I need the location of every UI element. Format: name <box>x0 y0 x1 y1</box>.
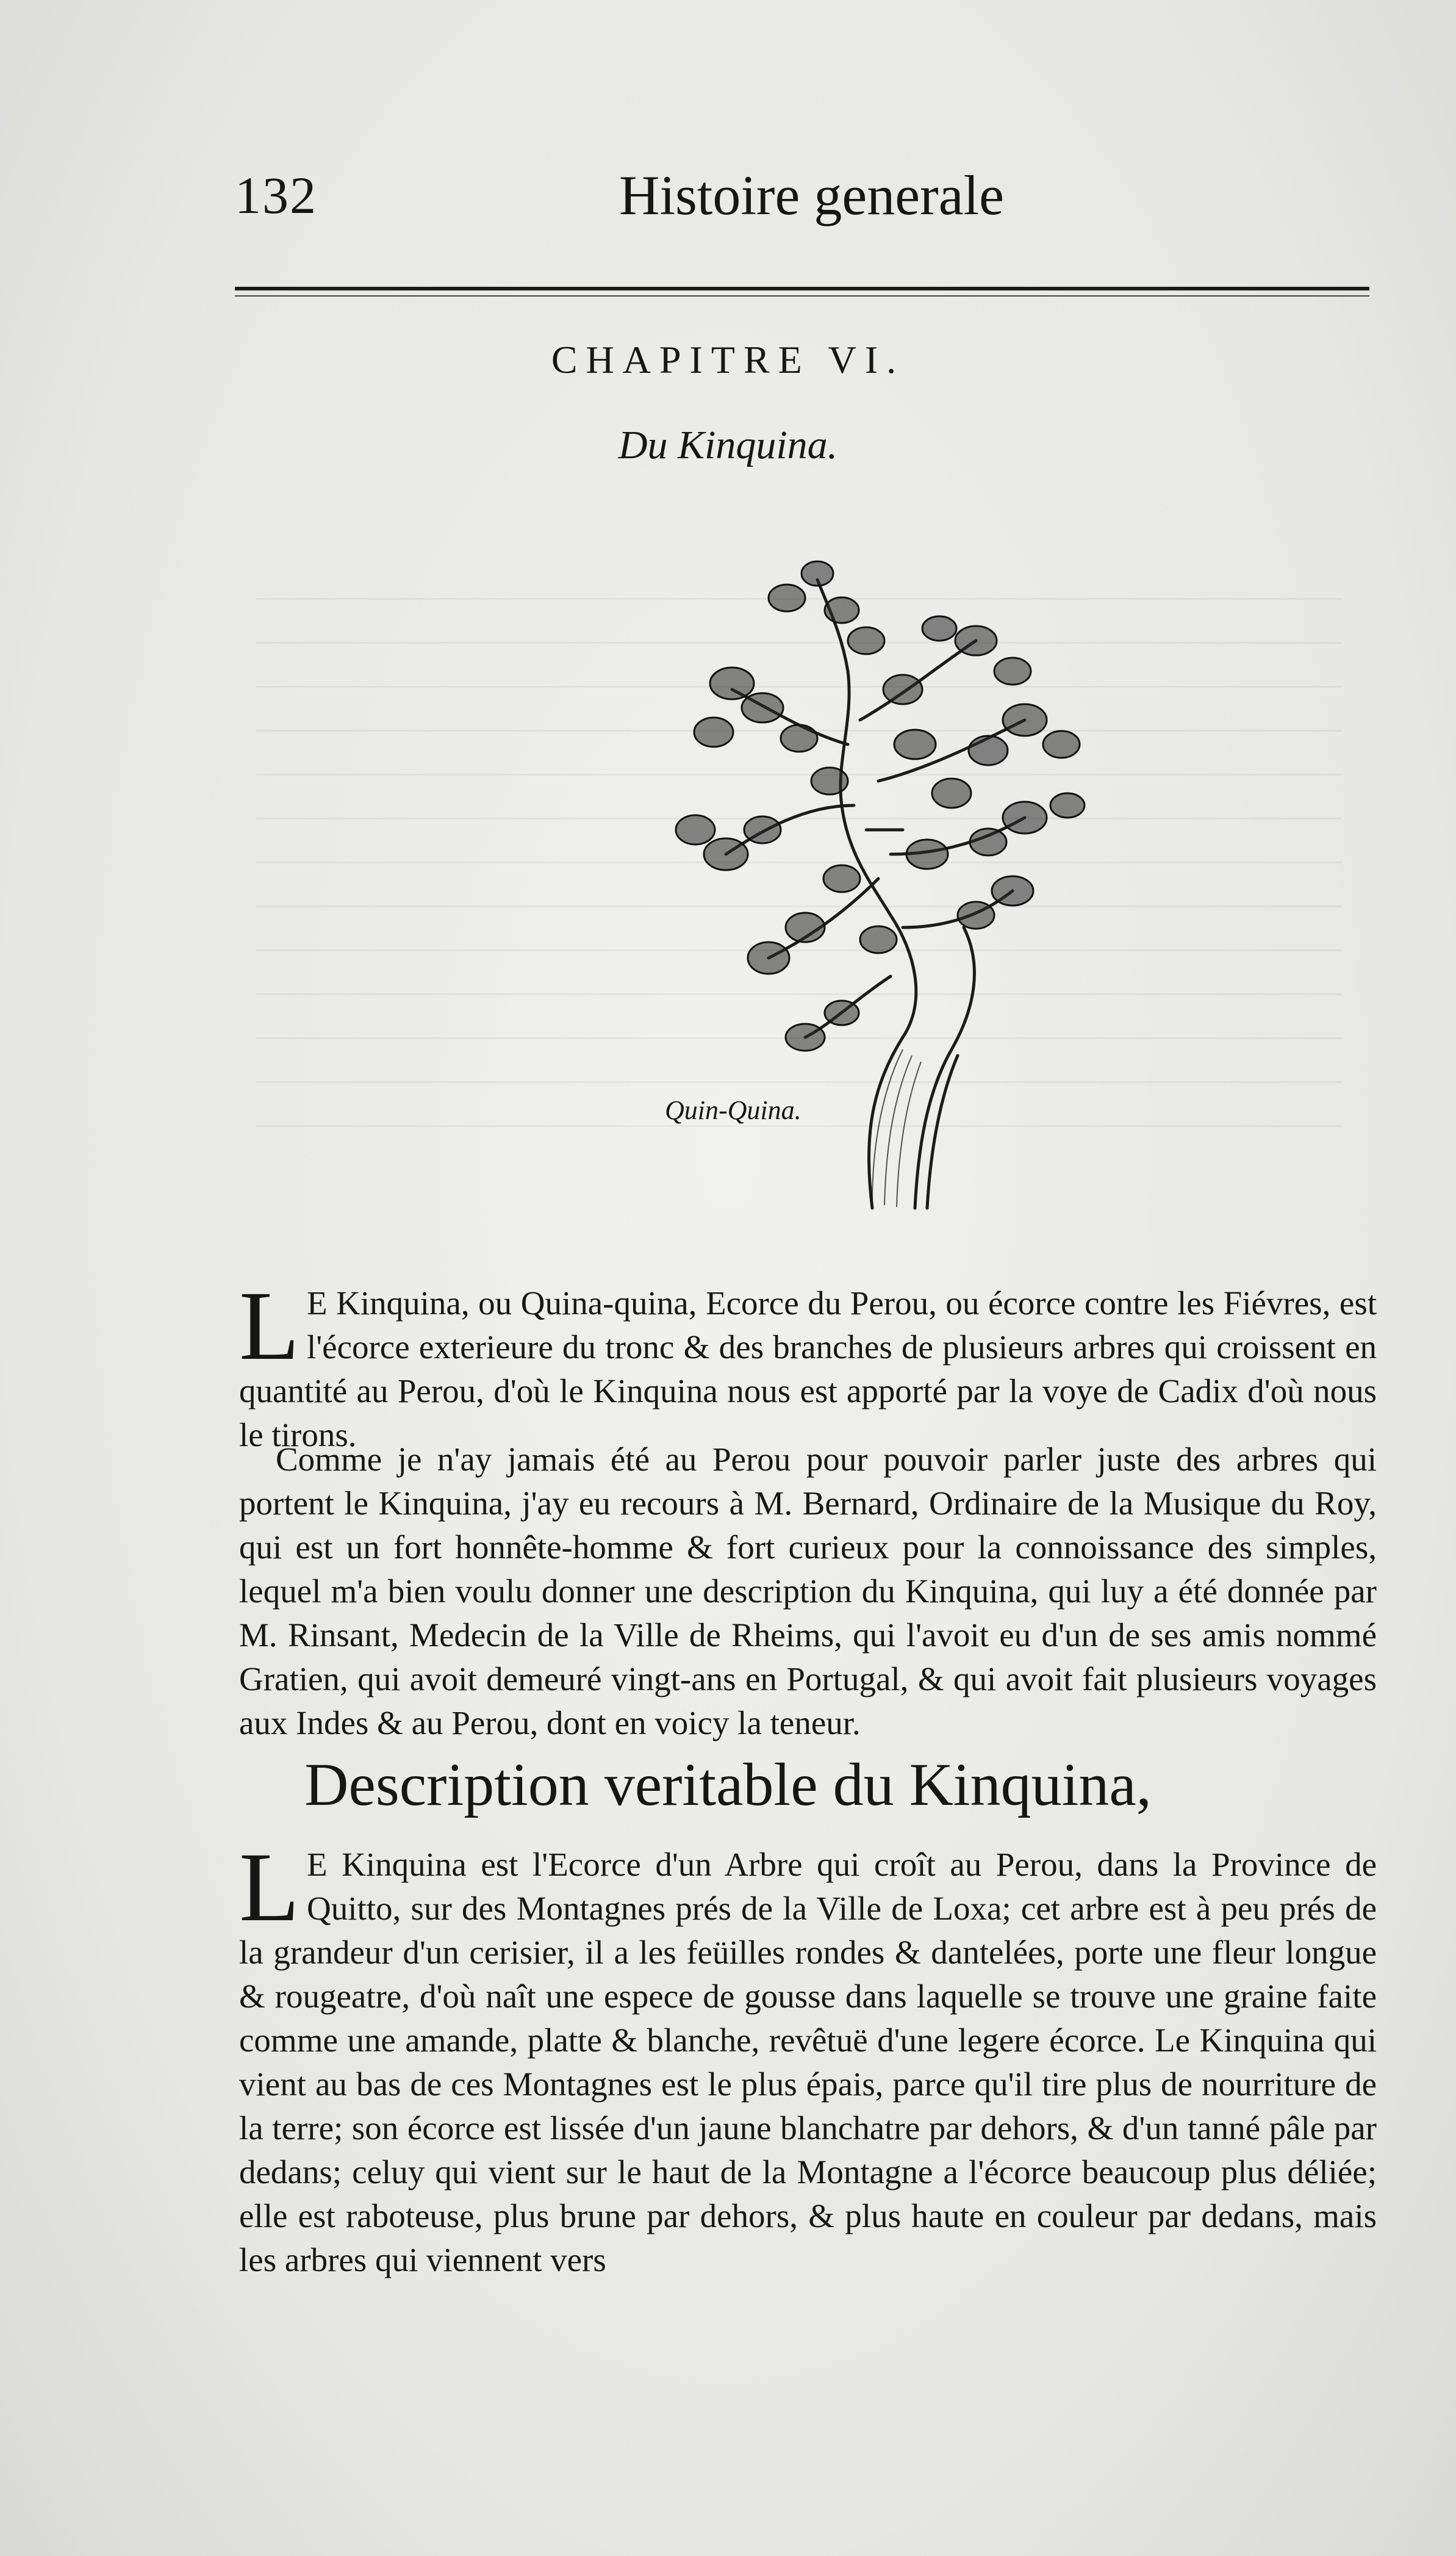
paragraph-1 <box>239 1272 1377 1457</box>
figure-caption: Quin-Quina. <box>665 1095 802 1125</box>
running-title: Histoire generale <box>619 164 1004 226</box>
chapter-subtitle: Du Kinquina. <box>618 423 838 467</box>
section-title: Description veritable du Kinquina, <box>304 1751 1152 1818</box>
running-head <box>235 162 1382 229</box>
drop-cap-2: L <box>239 1833 299 1942</box>
paragraph-3-text: E Kinquina est l'Ecorce d'un Arbre qui croît au Perou, dans la Province de Quitto, sur des Montagnes prés de la Ville de Loxa; cet arbre est à peu prés de la grandeur d'un cerisier, il a les feüilles rondes & dantelées, porte une fleur longue & rougeatre, d'où naît une espece de gousse dans laquelle se trouve une graine faite comme une amande, platte & blanche, revêtuë d'une legere écorce. Le Kinquina qui vient au bas de ces Montagnes est le plus épais, parce qu'il tire plus de nourriture de la terre; son écorce est lissée d'un jaune blanchatre par dehors, & d'un tanné pâle par dedans; celuy qui vient sur le haut de la Montagne a l'écorce beaucoup plus déliée; elle est raboteuse, plus brune par dehors, & plus haute en couleur par dedans, mais les arbres qui viennent vers <box>239 1846 1377 2278</box>
paragraph-1-text: E Kinquina, ou Quina-quina, Ecorce du Perou, ou écorce contre les Fiévres, est l'écorce exterieure du tronc & des branches de plusieurs arbres qui croissent en quantité au Perou, d'où le Kinquina nous est apporté par la voye de Cadix d'où nous le tirons. <box>239 1284 1377 1453</box>
header-rule-thin <box>235 295 1369 297</box>
page-number: 132 <box>235 166 317 225</box>
drop-cap: L <box>239 1272 299 1381</box>
paragraph-2-text: Comme je n'ay jamais été au Perou pour pouvoir parler juste des arbres qui portent le Kinquina, j'ay eu recours à M. Bernard, Ordinaire de la Musique du Roy, qui est un fort honnête-homme & fort curieux pour la connoissance des simples, lequel m'a bien voulu donner une description du Kinquina, qui luy a été donnée par M. Rinsant, Medecin de la Ville de Rheims, qui l'avoit eu d'un de ses amis nommé Gratien, qui avoit demeuré vingt-ans en Portugal, & qui avoit fait plusieurs voyages aux Indes & au Perou, dont en voicy la teneur. <box>239 1441 1377 1741</box>
paragraph-3 <box>239 1833 1377 2282</box>
chapter-title: CHAPITRE VI. <box>551 338 905 381</box>
header-rule <box>235 287 1369 290</box>
paragraph-2 <box>239 1438 1377 1745</box>
